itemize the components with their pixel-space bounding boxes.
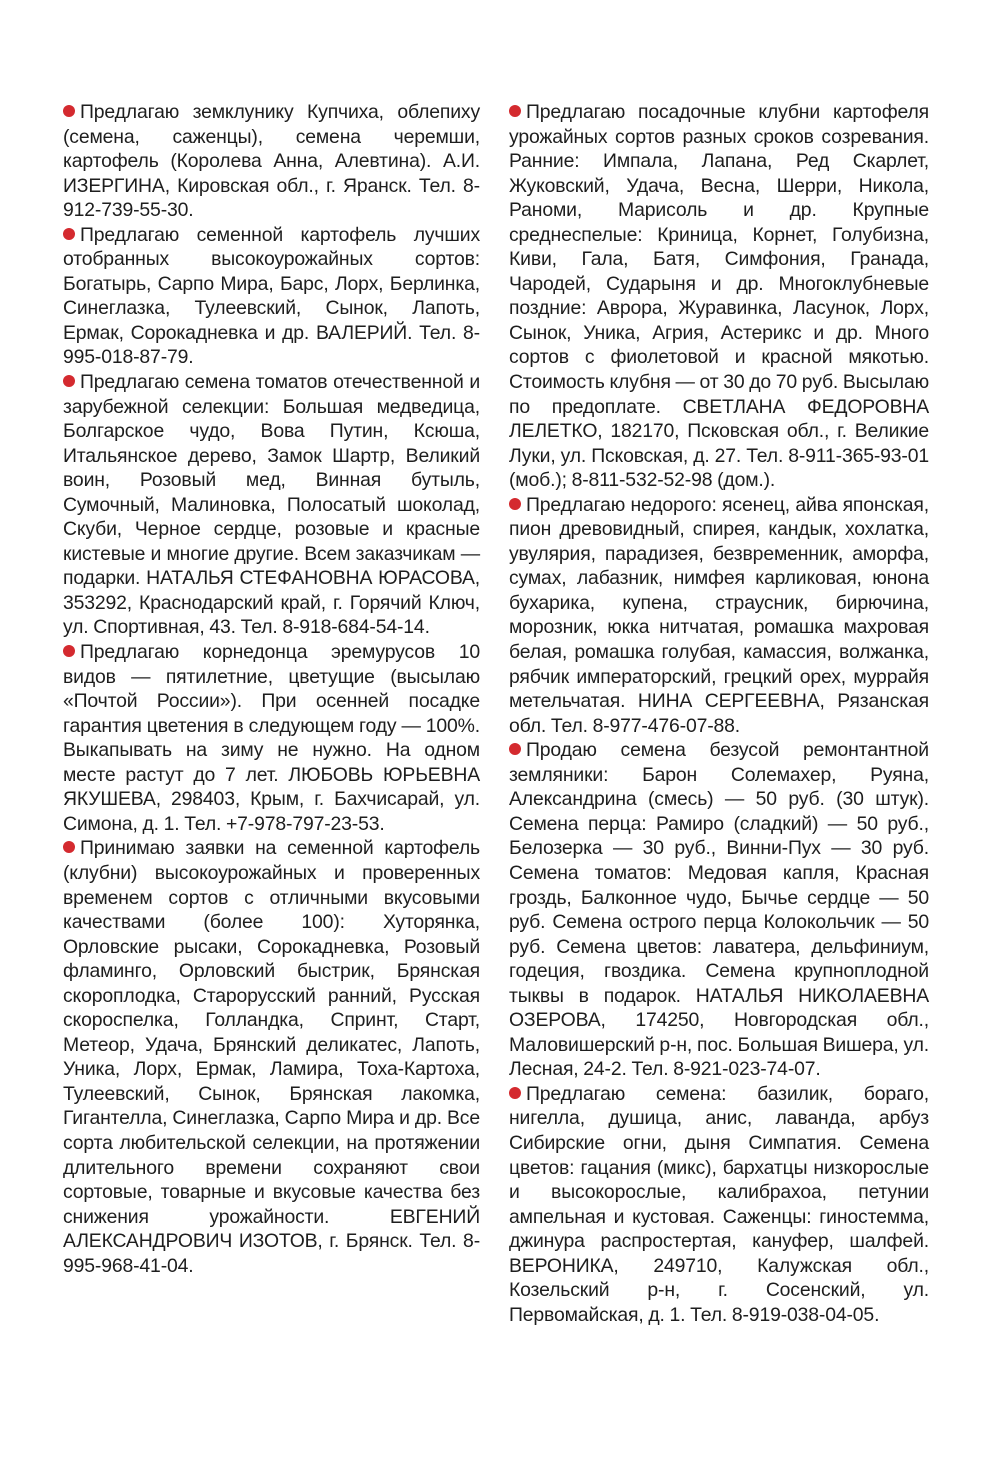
bullet-icon (509, 743, 521, 755)
bullet-icon (63, 105, 75, 117)
ad-text: Предлагаю семенной картофель лучших отобранных высокоурожайных сортов: Богатырь, Сарпо Мира, Барс, Лорх, Берлинка, Синеглазка, Тулеевский, Сынок, Лапоть, Ермак, Сорокадневка и др. ВАЛЕРИЙ. Тел. 8-995-018-87-79. (63, 223, 480, 369)
classified-ad (63, 223, 480, 370)
classifieds-page (63, 100, 929, 1327)
left-column (63, 100, 480, 1327)
bullet-icon (63, 228, 75, 240)
right-column (509, 100, 929, 1327)
ad-text: Предлагаю посадочные клубни картофеля урожайных сортов разных сроков созревания. Ранние: Импала, Лапана, Ред Скарлет, Жуковский, Удача, Весна, Шерри, Никола, Раноми, Марисоль и др. Крупные среднеспелые: Криница, Корнет, Голубизна, Киви, Гала, Батя, Симфония, Гранада, Чародей, Сударыня и др. Многоклубневые поздние: Аврора, Журавинка, Ласунок, Лорх, Сынок, Уника, Агрия, Астерикс и др. Много сортов с фиолетовой и красной мякотью. Стоимость клубня — от 30 до 70 руб. Высылаю по предоплате. СВЕТЛАНА ФЕДОРОВНА ЛЕЛЕТКО, 182170, Псковская обл., г. Великие Луки, ул. Псковская, д. 27. Тел. 8-911-365-93-01 (моб.); 8-811-532-52-98 (дом.). (509, 101, 929, 492)
ad-text: Предлагаю недорого: ясенец, айва японская, пион древовидный, спирея, кандык, хохлатка, увулярия, парадизея, безвременник, аморфа, сумах, лабазник, нимфея карликовая, юнона бухарика, купена, страусник, бирючина, морозник, юкка нитчатая, ромашка махровая белая, ромашка голубая, камассия, волжанка, рябчик императорский, грецкий орех, муррайя метельчатая. НИНА СЕРГЕЕВНА, Рязанская обл. Тел. 8-977-476-07-88. (509, 493, 929, 737)
bullet-icon (509, 105, 521, 117)
bullet-icon (509, 1087, 521, 1099)
ad-text: Принимаю заявки на семенной картофель (клубни) высокоурожайных и проверенных временем сортов с отличными вкусовыми качествами (более 100): Хуторянка, Орловские рысаки, Сорокадневка, Розовый фламинго, Орловский быстрик, Брянская скороплодка, Старорусский ранний, Русская скороспелка, Голландка, Спринт, Старт, Метеор, Удача, Брянский деликатес, Лапоть, Уника, Лорх, Ермак, Ламира, Тоха-Картоха, Тулеевский, Сынок, Брянская лакомка, Гигантелла, Синеглазка, Сарпо Мира и др. Все сорта любительской селекции, на протяжении длительного времени сохраняют свои сортовые, товарные и вкусовые качества без снижения урожайности. ЕВГЕНИЙ АЛЕКСАНДРОВИЧ ИЗОТОВ, г. Брянск. Тел. 8-995-968-41-04. (63, 837, 480, 1277)
ad-text: Предлагаю семена: базилик, бораго, нигелла, душица, анис, лаванда, арбуз Сибирские огни, дыня Симпатия. Семена цветов: гацания (микс), бархатцы низкорослые и высокорослые, калибрахоа, петунии ампельная и кустовая. Саженцы: гиностемма, джинура распростертая, кануфер, шалфей. ВЕРОНИКА, 249710, Калужская обл., Козельский р-н, г. Сосенский, ул. Первомайская, д. 1. Тел. 8-919-038-04-05. (509, 1082, 929, 1326)
classified-ad (63, 640, 480, 836)
classified-ad (509, 100, 929, 493)
classified-ad (509, 493, 929, 738)
bullet-icon (63, 841, 75, 853)
classified-ad (509, 1082, 929, 1327)
classified-ad (63, 370, 480, 640)
ad-text: Предлагаю земклунику Купчиха, облепиху (семена, саженцы), семена черемши, картофель (Королева Анна, Алевтина). А.И. ИЗЕРГИНА, Кировская обл., г. Яранск. Тел. 8-912-739-55-30. (63, 101, 480, 222)
ad-text: Продаю семена безусой ремонтантной земляники: Барон Солемахер, Руяна, Александрина (смесь) — 50 руб. (30 штук). Семена перца: Рамиро (сладкий) — 50 руб., Белозерка — 30 руб., Винни-Пух — 30 руб. Семена томатов: Медовая капля, Красная гроздь, Балконное чудо, Бычье сердце — 50 руб. Семена острого перца Колокольчик — 50 руб. Семена цветов: лаватера, дельфиниум, годеция, гвоздика. Семена крупноплодной тыквы в подарок. НАТАЛЬЯ НИКОЛАЕВНА ОЗЕРОВА, 174250, Новгородская обл., Маловишерский р-н, пос. Большая Вишера, ул. Лесная, 24-2. Тел. 8-921-023-74-07. (509, 739, 929, 1081)
classified-ad (509, 738, 929, 1082)
classified-ad (63, 100, 480, 223)
ad-text: Предлагаю семена томатов отечественной и зарубежной селекции: Большая медведица, Болгарское чудо, Вова Путин, Ксюша, Итальянское дерево, Замок Шартр, Великий воин, Розовый мед, Винная бутыль, Сумочный, Малиновка, Полосатый шоколад, Скуби, Черное сердце, розовые и красные кистевые и многие другие. Всем заказчикам — подарки. НАТАЛЬЯ СТЕФАНОВНА ЮРАСОВА, 353292, Краснодарский край, г. Горячий Ключ, ул. Спортивная, 43. Тел. 8-918-684-54-14. (63, 371, 480, 639)
bullet-icon (509, 498, 521, 510)
bullet-icon (63, 375, 75, 387)
ad-text: Предлагаю корнедонца эремурусов 10 видов — пятилетние, цветущие (высылаю «Почтой России»). При осенней посадке гарантия цветения в следующем году — 100%. Выкапывать на зиму не нужно. На одном месте растут до 7 лет. ЛЮБОВЬ ЮРЬЕВНА ЯКУШЕВА, 298403, Крым, г. Бахчисарай, ул. Симона, д. 1. Тел. +7-978-797-23-53. (63, 641, 480, 835)
classified-ad (63, 836, 480, 1278)
bullet-icon (63, 645, 75, 657)
